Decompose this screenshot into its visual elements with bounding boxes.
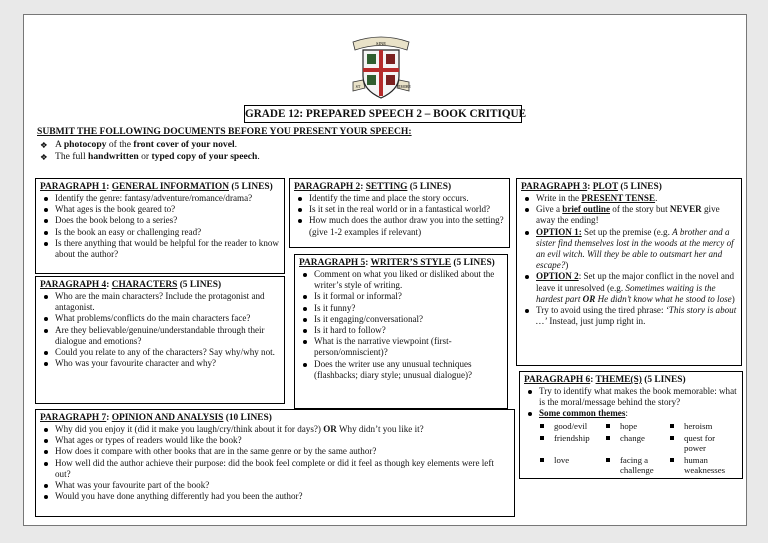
list-item: Write in the PRESENT TENSE. [521, 193, 737, 204]
list-item: Try to identify what makes the book memorable: what is the moral/message behind the story? [524, 386, 738, 408]
page-title: GRADE 12: PREPARED SPEECH 2 – BOOK CRITIQUE [244, 105, 522, 123]
paragraph-2-heading: PARAGRAPH 2: SETTING (5 LINES) [294, 182, 452, 192]
list-item: Identify the time and place the story occurs. [294, 193, 505, 204]
crest-motto-right: TIMORE [397, 85, 411, 89]
paragraph-1-heading: PARAGRAPH 1: GENERAL INFORMATION (5 LINES) [40, 182, 273, 192]
paragraph-7-heading: PARAGRAPH 7: OPINION AND ANALYSIS (10 LINES) [40, 413, 272, 423]
theme-item: facing a challenge [602, 455, 666, 475]
list-item: OPTION 2: Set up the major conflict in the novel and leave it unresolved (e.g. Sometimes waiting is the hardest part OR He didn’t know what he stood to lose) [521, 271, 737, 305]
paragraph-3-heading: PARAGRAPH 3: PLOT (5 LINES) [521, 182, 662, 192]
list-item: Why did you enjoy it (did it make you laugh/cry/think about it for days?) OR Why didn’t you like it? [40, 424, 510, 435]
list-item: What problems/conflicts do the main characters face? [40, 313, 280, 324]
crest-motto-left: ST [355, 84, 361, 89]
school-crest-icon [349, 30, 413, 108]
themes-grid [536, 421, 738, 475]
paragraph-6-heading: PARAGRAPH 6: THEME(S) (5 LINES) [524, 375, 686, 385]
list-item: Does the book belong to a series? [40, 215, 280, 226]
list-item: What was your favourite part of the book? [40, 480, 510, 491]
paragraph-6-box [519, 371, 743, 479]
list-item: What ages or types of readers would like the book? [40, 435, 510, 446]
submit-item-speech-copy: ❖ The full handwritten or typed copy of your speech. [37, 151, 537, 164]
list-item: How does it compare with other books that are in the same genre or by the same author? [40, 446, 510, 457]
paragraph-5-box [294, 254, 508, 409]
theme-item: love [536, 455, 602, 475]
paragraph-2-box [289, 178, 510, 248]
crest-motto-top: SINE [376, 41, 386, 46]
theme-item: quest for power [666, 433, 736, 453]
list-item: Is it formal or informal? [299, 291, 503, 302]
list-item: What is the narrative viewpoint (first-person/omniscient)? [299, 336, 503, 358]
list-item: Is it hard to follow? [299, 325, 503, 336]
list-item: Would you have done anything differently had you been the author? [40, 491, 510, 502]
list-item: Who was your favourite character and why? [40, 358, 280, 369]
submit-instructions [37, 126, 537, 164]
paragraph-1-box [35, 178, 285, 274]
list-item: Try to avoid using the tired phrase: ‘This story is about …’ Instead, just jump right in. [521, 305, 737, 327]
list-item: Comment on what you liked or disliked about the writer’s style of writing. [299, 269, 503, 291]
document-page [23, 14, 747, 526]
theme-item: friendship [536, 433, 602, 453]
list-item: Some common themes: [524, 408, 738, 419]
submit-heading: SUBMIT THE FOLLOWING DOCUMENTS BEFORE YOU PRESENT YOUR SPEECH: [37, 126, 412, 137]
list-item: OPTION 1: Set up the premise (e.g. A brother and a sister find themselves lost in the woods at the mercy of an evil witch. Will they be able to outsmart her and escape?) [521, 227, 737, 272]
paragraph-4-heading: PARAGRAPH 4: CHARACTERS (5 LINES) [40, 280, 222, 290]
theme-item: change [602, 433, 666, 453]
theme-item: heroism [666, 421, 736, 431]
list-item: Is it engaging/conversational? [299, 314, 503, 325]
list-item: Is it funny? [299, 303, 503, 314]
list-item: Is there anything that would be helpful for the reader to know about the author? [40, 238, 280, 260]
list-item: Who are the main characters? Include the protagonist and antagonist. [40, 291, 280, 313]
list-item: Does the writer use any unusual techniques (flashbacks; diary style; unusual dialogue)? [299, 359, 503, 381]
list-item: Could you relate to any of the characters? Say why/why not. [40, 347, 280, 358]
submit-item-photocopy: ❖ A photocopy of the front cover of your novel. [37, 139, 537, 152]
list-item: Is the book an easy or challenging read? [40, 227, 280, 238]
paragraph-5-heading: PARAGRAPH 5: WRITER’S STYLE (5 LINES) [299, 258, 495, 268]
list-item: Identify the genre: fantasy/adventure/romance/drama? [40, 193, 280, 204]
list-item: What ages is the book geared to? [40, 204, 280, 215]
list-item: How well did the author achieve their purpose: did the book feel complete or did it feel as though key elements were left out? [40, 458, 510, 480]
list-item: Give a brief outline of the story but NEVER give away the ending! [521, 204, 737, 226]
paragraph-7-box [35, 409, 515, 517]
list-item: Is it set in the real world or in a fantastical world? [294, 204, 505, 215]
theme-item: human weaknesses [666, 455, 736, 475]
list-item: Are they believable/genuine/understandable through their dialogue and emotions? [40, 325, 280, 347]
paragraph-4-box [35, 276, 285, 404]
theme-item: good/evil [536, 421, 602, 431]
paragraph-3-box [516, 178, 742, 366]
theme-item: hope [602, 421, 666, 431]
list-item: How much does the author draw you into the setting? (give 1-2 examples if relevant) [294, 215, 505, 237]
